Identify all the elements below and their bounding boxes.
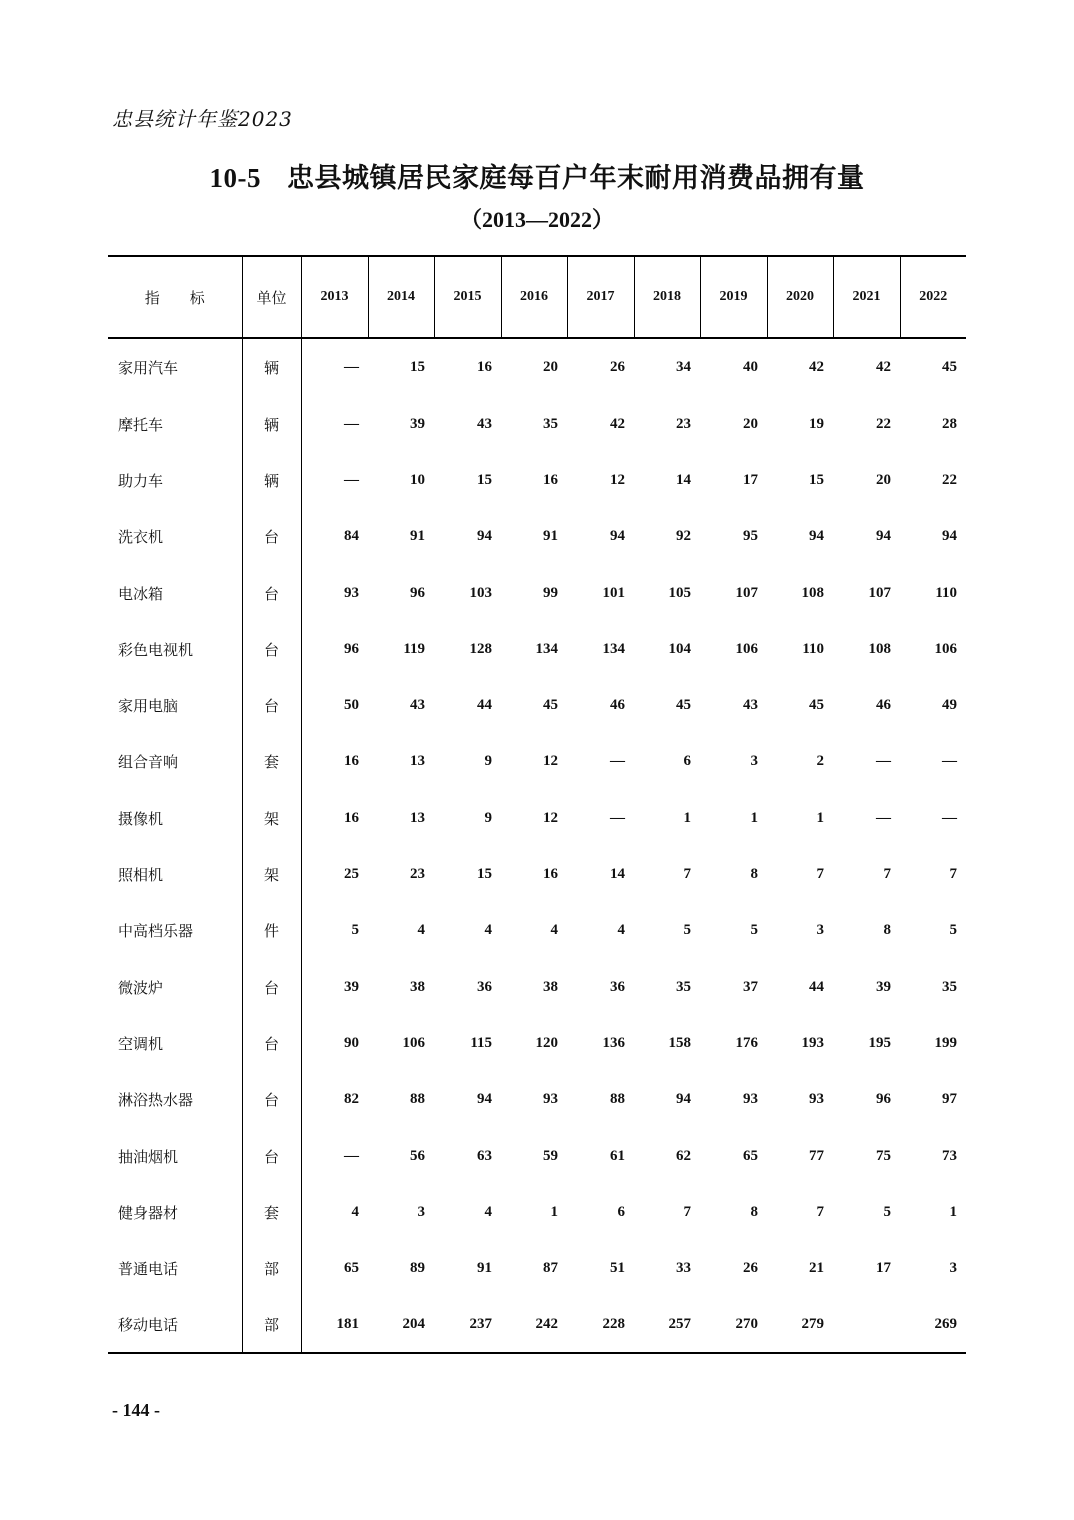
cell-value: 2 — [816, 753, 824, 770]
cell-value: 82 — [344, 1091, 359, 1108]
row-indicator: 健身器材 — [118, 1203, 179, 1222]
cell-value: 91 — [410, 528, 425, 545]
cell-value: 50 — [344, 697, 359, 714]
table-row — [108, 1297, 966, 1353]
cell-value: 99 — [543, 584, 558, 601]
row-unit: 件 — [242, 903, 301, 959]
cell-value: 15 — [410, 359, 425, 375]
cell-value: 91 — [477, 1260, 492, 1277]
row-indicator: 摩托车 — [118, 415, 164, 434]
header-row — [108, 256, 966, 338]
cell-value: 105 — [668, 584, 691, 601]
cell-value: 110 — [935, 584, 957, 601]
cell-value: 176 — [735, 1034, 758, 1051]
cell-value: 13 — [410, 809, 425, 826]
cell-value: 134 — [535, 640, 558, 657]
cell-value: 106 — [735, 640, 758, 657]
cell-value: 104 — [668, 640, 691, 657]
cell-value: 44 — [809, 978, 824, 995]
header-year: 2018 — [634, 256, 700, 338]
cell-value: 87 — [543, 1260, 558, 1277]
cell-value: 7 — [949, 866, 957, 883]
table-row — [108, 1128, 966, 1184]
cell-value: 16 — [543, 866, 558, 883]
cell-value: 35 — [942, 978, 957, 995]
cell-value: 42 — [610, 415, 625, 432]
cell-value: 44 — [477, 697, 492, 714]
cell-value: 14 — [676, 471, 691, 488]
cell-value: — — [942, 809, 957, 826]
cell-value: 46 — [610, 697, 625, 714]
row-indicator: 洗衣机 — [118, 528, 164, 547]
cell-value: 4 — [617, 922, 625, 939]
cell-value: 97 — [942, 1091, 957, 1108]
cell-value: 21 — [809, 1260, 824, 1277]
row-indicator: 淋浴热水器 — [118, 1091, 194, 1110]
table-row — [108, 1072, 966, 1128]
header-year: 2020 — [767, 256, 833, 338]
cell-value: 13 — [410, 753, 425, 770]
cell-value: 228 — [567, 1297, 634, 1353]
cell-value: 38 — [410, 978, 425, 995]
cell-value: 106 — [934, 640, 957, 657]
cell-value: 269 — [900, 1297, 966, 1353]
cell-value: 94 — [610, 528, 625, 545]
cell-value: 25 — [344, 866, 359, 883]
cell-value: 5 — [683, 922, 691, 939]
cell-value: 33 — [676, 1260, 691, 1277]
row-unit: 辆 — [242, 452, 301, 508]
cell-value: 8 — [883, 922, 891, 939]
cell-value: 15 — [477, 866, 492, 883]
cell-value: 1 — [550, 1203, 558, 1220]
cell-value: 61 — [610, 1147, 625, 1164]
cell-value: 120 — [535, 1034, 558, 1051]
row-indicator: 组合音响 — [118, 753, 179, 772]
cell-value: 1 — [750, 809, 758, 826]
cell-value: 7 — [683, 866, 691, 883]
header-year: 2015 — [434, 256, 501, 338]
table-row — [108, 846, 966, 902]
cell-value: 89 — [410, 1260, 425, 1277]
cell-value: 84 — [344, 528, 359, 545]
cell-value: 88 — [410, 1091, 425, 1108]
row-indicator: 摄像机 — [118, 809, 164, 828]
cell-value: 56 — [410, 1147, 425, 1164]
table-row — [108, 1240, 966, 1296]
cell-value: 119 — [403, 640, 425, 657]
cell-value: 73 — [942, 1147, 957, 1164]
header-indicator: 指 标 — [108, 256, 242, 338]
cell-value: 3 — [816, 922, 824, 939]
cell-value: 88 — [610, 1091, 625, 1108]
cell-value: 1 — [683, 809, 691, 826]
cell-value: 65 — [344, 1260, 359, 1277]
cell-value: 199 — [934, 1034, 957, 1051]
cell-value: 96 — [344, 640, 359, 657]
row-unit: 辆 — [242, 396, 301, 452]
cell-value: 237 — [434, 1297, 501, 1353]
running-head: 忠县统计年鉴2023 — [112, 107, 293, 131]
cell-value: 106 — [402, 1034, 425, 1051]
cell-value: 42 — [876, 359, 891, 375]
cell-value: 193 — [801, 1034, 824, 1051]
cell-value: 65 — [743, 1147, 758, 1164]
cell-value: 19 — [809, 415, 824, 432]
row-unit: 台 — [242, 1128, 301, 1184]
cell-value: 128 — [469, 640, 492, 657]
cell-value: 108 — [868, 640, 891, 657]
cell-value: 5 — [750, 922, 758, 939]
row-indicator: 抽油烟机 — [118, 1147, 179, 1166]
cell-value: 12 — [543, 753, 558, 770]
row-unit: 台 — [242, 677, 301, 733]
row-indicator: 中高档乐器 — [118, 922, 194, 941]
cell-value: 134 — [602, 640, 625, 657]
cell-value: 136 — [602, 1034, 625, 1051]
cell-value: 36 — [477, 978, 492, 995]
cell-value: 46 — [876, 697, 891, 714]
cell-value: 204 — [368, 1297, 434, 1353]
cell-value: 16 — [344, 809, 359, 826]
cell-value: 107 — [735, 584, 758, 601]
table-code: 10-5 — [209, 163, 261, 193]
header-year: 2016 — [501, 256, 567, 338]
table-title-text: 忠县城镇居民家庭每百户年末耐用消费品拥有量 — [287, 163, 865, 194]
cell-value: 12 — [610, 471, 625, 488]
cell-value: 20 — [543, 359, 558, 375]
cell-value: 38 — [543, 978, 558, 995]
cell-value: 12 — [543, 809, 558, 826]
cell-value: 91 — [543, 528, 558, 545]
header-year: 2013 — [301, 256, 368, 338]
cell-value: 4 — [351, 1203, 359, 1220]
cell-value: 37 — [743, 978, 758, 995]
header-year: 2019 — [700, 256, 767, 338]
cell-value: 16 — [543, 471, 558, 488]
cell-value: 45 — [809, 697, 824, 714]
cell-value: 108 — [801, 584, 824, 601]
row-indicator: 家用汽车 — [118, 359, 179, 377]
cell-value: 75 — [876, 1147, 891, 1164]
cell-value: 17 — [876, 1260, 891, 1277]
row-indicator: 彩色电视机 — [118, 640, 194, 659]
cell-value: — — [344, 1147, 359, 1164]
cell-value: 77 — [809, 1147, 824, 1164]
row-indicator: 空调机 — [118, 1034, 164, 1053]
cell-value: 3 — [949, 1260, 957, 1277]
row-unit: 台 — [242, 565, 301, 621]
table-row — [108, 790, 966, 846]
cell-value: 43 — [477, 415, 492, 432]
cell-value: 8 — [750, 866, 758, 883]
cell-value: — — [942, 753, 957, 770]
cell-value: 3 — [750, 753, 758, 770]
cell-value: 93 — [543, 1091, 558, 1108]
row-unit: 套 — [242, 1184, 301, 1240]
row-unit: 辆 — [242, 338, 301, 396]
header-year: 2014 — [368, 256, 434, 338]
cell-value: 181 — [301, 1297, 368, 1353]
cell-value: 15 — [809, 471, 824, 488]
cell-value: 15 — [477, 471, 492, 488]
cell-value: 10 — [410, 471, 425, 488]
cell-value: 45 — [676, 697, 691, 714]
row-unit: 套 — [242, 734, 301, 790]
row-indicator: 照相机 — [118, 866, 164, 885]
cell-value: 115 — [470, 1034, 492, 1051]
cell-value: 26 — [610, 359, 625, 375]
cell-value: 279 — [767, 1297, 833, 1353]
cell-value: 93 — [809, 1091, 824, 1108]
cell-value: 5 — [949, 922, 957, 939]
cell-value: 96 — [410, 584, 425, 601]
table-row — [108, 452, 966, 508]
page-number: - 144 - — [112, 1400, 160, 1420]
row-indicator: 移动电话 — [108, 1297, 242, 1353]
cell-value: 94 — [477, 1091, 492, 1108]
cell-value: 107 — [868, 584, 891, 601]
table-row — [108, 509, 966, 565]
cell-value: 9 — [484, 809, 492, 826]
row-indicator: 助力车 — [118, 471, 164, 490]
cell-value: 92 — [676, 528, 691, 545]
table-subtitle: （2013—2022） — [459, 207, 614, 232]
table-row — [108, 338, 966, 396]
cell-value: 9 — [484, 753, 492, 770]
table-row — [108, 677, 966, 733]
table-row — [108, 565, 966, 621]
cell-value: 14 — [610, 866, 625, 883]
cell-value: 4 — [484, 922, 492, 939]
cell-value: 20 — [876, 471, 891, 488]
cell-value: 96 — [876, 1091, 891, 1108]
table-row — [108, 903, 966, 959]
row-indicator: 电冰箱 — [118, 584, 164, 603]
cell-value: 26 — [743, 1260, 758, 1277]
cell-value: 16 — [477, 359, 492, 375]
cell-value: 63 — [477, 1147, 492, 1164]
row-unit: 台 — [242, 621, 301, 677]
row-unit: 台 — [242, 959, 301, 1015]
row-unit: 台 — [242, 1015, 301, 1071]
header-year: 2021 — [833, 256, 900, 338]
data-table — [108, 255, 966, 1354]
table-row — [108, 396, 966, 452]
cell-value: 95 — [743, 528, 758, 545]
cell-value: 93 — [344, 584, 359, 601]
cell-value: 101 — [602, 584, 625, 601]
cell-value: 39 — [410, 415, 425, 432]
cell-value: 7 — [683, 1203, 691, 1220]
cell-value: 6 — [617, 1203, 625, 1220]
cell-value: 35 — [543, 415, 558, 432]
cell-value: — — [344, 359, 359, 375]
row-unit: 架 — [242, 846, 301, 902]
cell-value: 94 — [876, 528, 891, 545]
cell-value: 45 — [543, 697, 558, 714]
cell-value: 5 — [883, 1203, 891, 1220]
cell-value: 23 — [676, 415, 691, 432]
cell-value: 40 — [743, 359, 758, 375]
cell-value: 3 — [417, 1203, 425, 1220]
cell-value: 43 — [743, 697, 758, 714]
cell-value: 59 — [543, 1147, 558, 1164]
header-year: 2022 — [900, 256, 966, 338]
cell-value: 39 — [876, 978, 891, 995]
cell-value: 94 — [477, 528, 492, 545]
cell-value: 110 — [802, 640, 824, 657]
cell-value: — — [876, 753, 891, 770]
cell-value: 158 — [668, 1034, 691, 1051]
row-indicator: 普通电话 — [118, 1260, 179, 1279]
row-indicator: 家用电脑 — [118, 697, 179, 716]
cell-value: 90 — [344, 1034, 359, 1051]
cell-value: 195 — [868, 1034, 891, 1051]
cell-value: 1 — [949, 1203, 957, 1220]
cell-value: 270 — [700, 1297, 767, 1353]
cell-value: 257 — [634, 1297, 700, 1353]
cell-value: 22 — [876, 415, 891, 432]
cell-value: — — [610, 809, 625, 826]
cell-value: 28 — [942, 415, 957, 432]
cell-value: — — [344, 471, 359, 488]
cell-value: 5 — [351, 922, 359, 939]
table-row — [108, 959, 966, 1015]
row-unit: 部 — [242, 1240, 301, 1296]
table-row — [108, 734, 966, 790]
cell-value: 43 — [410, 697, 425, 714]
cell-value: 103 — [469, 584, 492, 601]
cell-value: 7 — [816, 1203, 824, 1220]
header-year: 2017 — [567, 256, 634, 338]
row-indicator: 微波炉 — [118, 978, 164, 997]
row-unit: 架 — [242, 790, 301, 846]
cell-value: 39 — [344, 978, 359, 995]
cell-value: 22 — [942, 471, 957, 488]
table-row — [108, 1184, 966, 1240]
row-unit: 台 — [242, 509, 301, 565]
cell-value: 4 — [550, 922, 558, 939]
cell-value: 62 — [676, 1147, 691, 1164]
cell-value: 20 — [743, 415, 758, 432]
cell-value: — — [876, 809, 891, 826]
table-title — [0, 156, 1074, 195]
cell-value: 45 — [942, 359, 957, 375]
table-row — [108, 1015, 966, 1071]
cell-value: 1 — [816, 809, 824, 826]
row-unit: 部 — [242, 1297, 301, 1353]
cell-value: 17 — [743, 471, 758, 488]
cell-value: 42 — [809, 359, 824, 375]
cell-value: 94 — [942, 528, 957, 545]
row-unit: 台 — [242, 1072, 301, 1128]
cell-value: 242 — [501, 1297, 567, 1353]
cell-value: 23 — [410, 866, 425, 883]
cell-value: 94 — [676, 1091, 691, 1108]
cell-value: 35 — [676, 978, 691, 995]
cell-value: 49 — [942, 697, 957, 714]
header-unit: 单位 — [242, 256, 301, 338]
cell-value: 7 — [816, 866, 824, 883]
cell-value: 94 — [809, 528, 824, 545]
cell-value — [833, 1297, 900, 1353]
cell-value: 4 — [417, 922, 425, 939]
cell-value: 34 — [676, 359, 691, 375]
cell-value: 4 — [484, 1203, 492, 1220]
cell-value: — — [610, 753, 625, 770]
cell-value: 7 — [883, 866, 891, 883]
cell-value: 8 — [750, 1203, 758, 1220]
cell-value: 51 — [610, 1260, 625, 1277]
cell-value: 6 — [683, 753, 691, 770]
cell-value: — — [344, 415, 359, 432]
cell-value: 36 — [610, 978, 625, 995]
table-row — [108, 621, 966, 677]
cell-value: 93 — [743, 1091, 758, 1108]
cell-value: 16 — [344, 753, 359, 770]
